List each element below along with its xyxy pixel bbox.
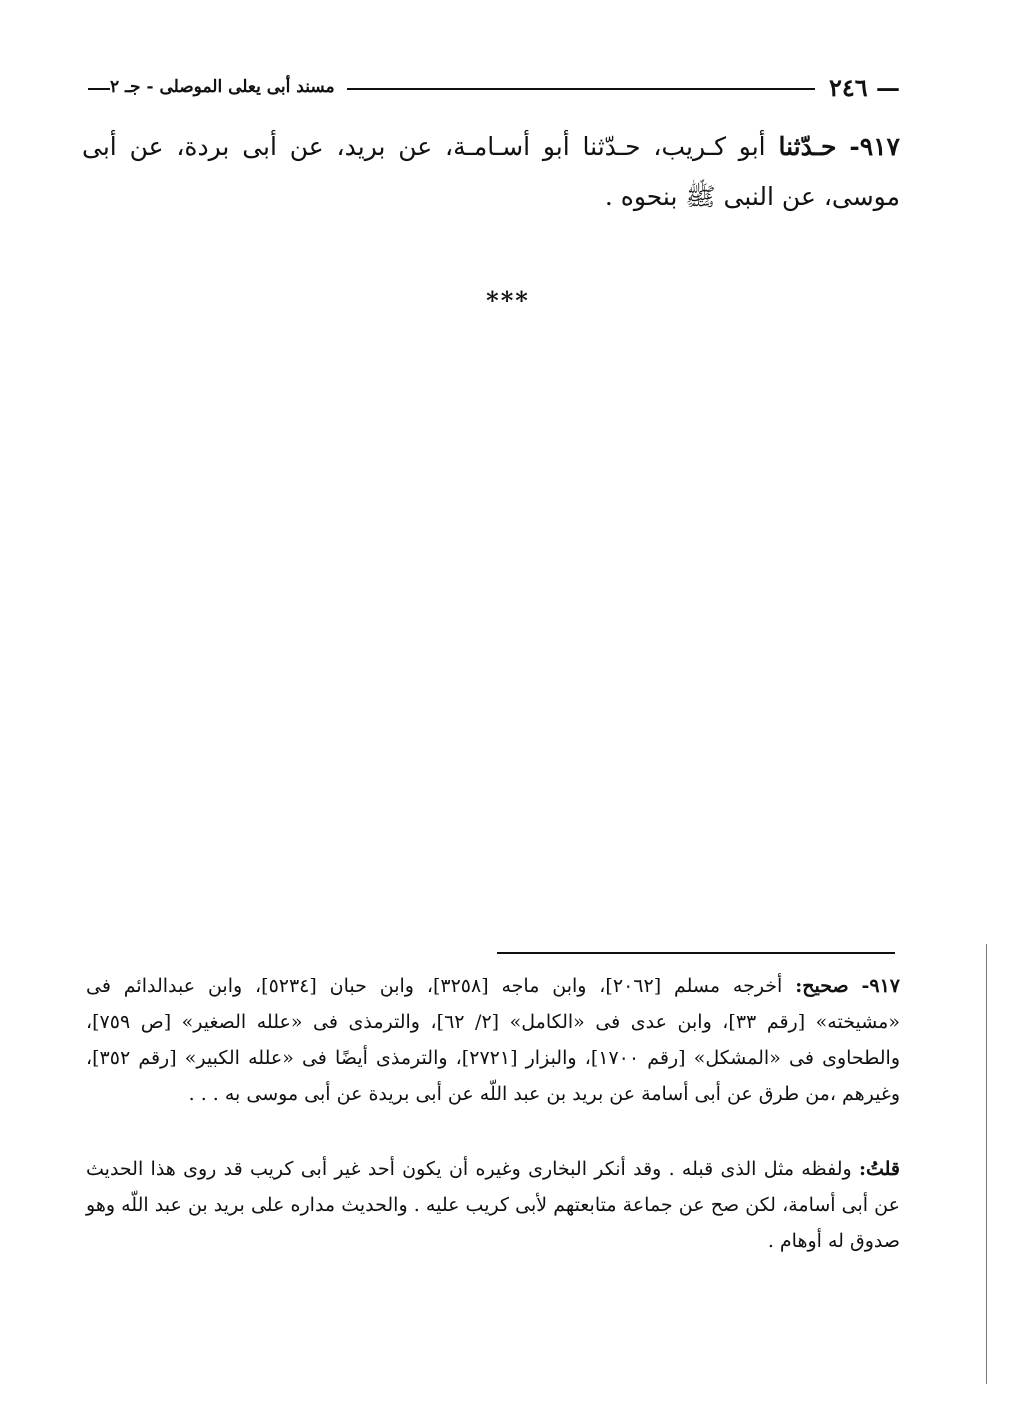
margin-line bbox=[986, 944, 987, 1384]
footnote-takhrij bbox=[86, 968, 900, 1112]
hadith-lead: حـدّثنا bbox=[778, 132, 837, 161]
section-separator: *** bbox=[486, 286, 530, 315]
footnote-lead: قلتُ: bbox=[858, 1158, 900, 1180]
header-rule bbox=[347, 88, 815, 90]
page-number: — ٢٤٦ bbox=[828, 72, 900, 102]
footnote-number: ٩١٧- bbox=[861, 975, 901, 997]
footnote-divider bbox=[497, 952, 895, 954]
hadith-body: أبو كـريب، حـدّثنا أبو أسـامـة، عن بريد، عن أبى بردة، عن أبى موسى، عن النبى ﷺ بنحوه . bbox=[82, 132, 900, 211]
footnote-body: أخرجه مسلم [٢٠٦٢]، وابن ماجه [٣٢٥٨]، وابن حبان [٥٢٣٤]، وابن عبدالدائم فى «مشيخته» [رقم ٣٣]، وابن عدى فى «الكامل» [٢/ ٦٢]، والترمذى فى «علله الصغير» [ص ٧٥٩]، والطحاوى فى «المشكل» [رقم ١٧٠٠]، والبزار [٢٧٢١]، والترمذى أيضًا فى «علله الكبير» [رقم ٣٥٢]، وغيرهم ،من طرق عن أبى أسامة عن بريد بن عبد اللّه عن أبى بريدة عن أبى موسى به . . . bbox=[86, 975, 900, 1105]
hadith-text bbox=[82, 122, 900, 222]
hadith-number: ٩١٧- bbox=[849, 132, 900, 161]
footnote-comment-body: ولفظه مثل الذى قبله . وقد أنكر البخارى وغيره أن يكون أحد غير أبى كريب قد روى هذا الحديث عن أبى أسامة، لكن صح عن جماعة متابعتهم لأبى كريب عليه . والحديث مداره على بريد بن عبد اللّه وهو صدوق له أوهام . bbox=[86, 1158, 900, 1252]
footnote-comment bbox=[86, 1151, 900, 1259]
running-header bbox=[88, 70, 900, 104]
book-title: مسند أبى يعلى الموصلى - جـ ٢ bbox=[110, 77, 335, 97]
footnote-grade: صحيح: bbox=[795, 975, 849, 997]
header-dash bbox=[88, 88, 110, 90]
